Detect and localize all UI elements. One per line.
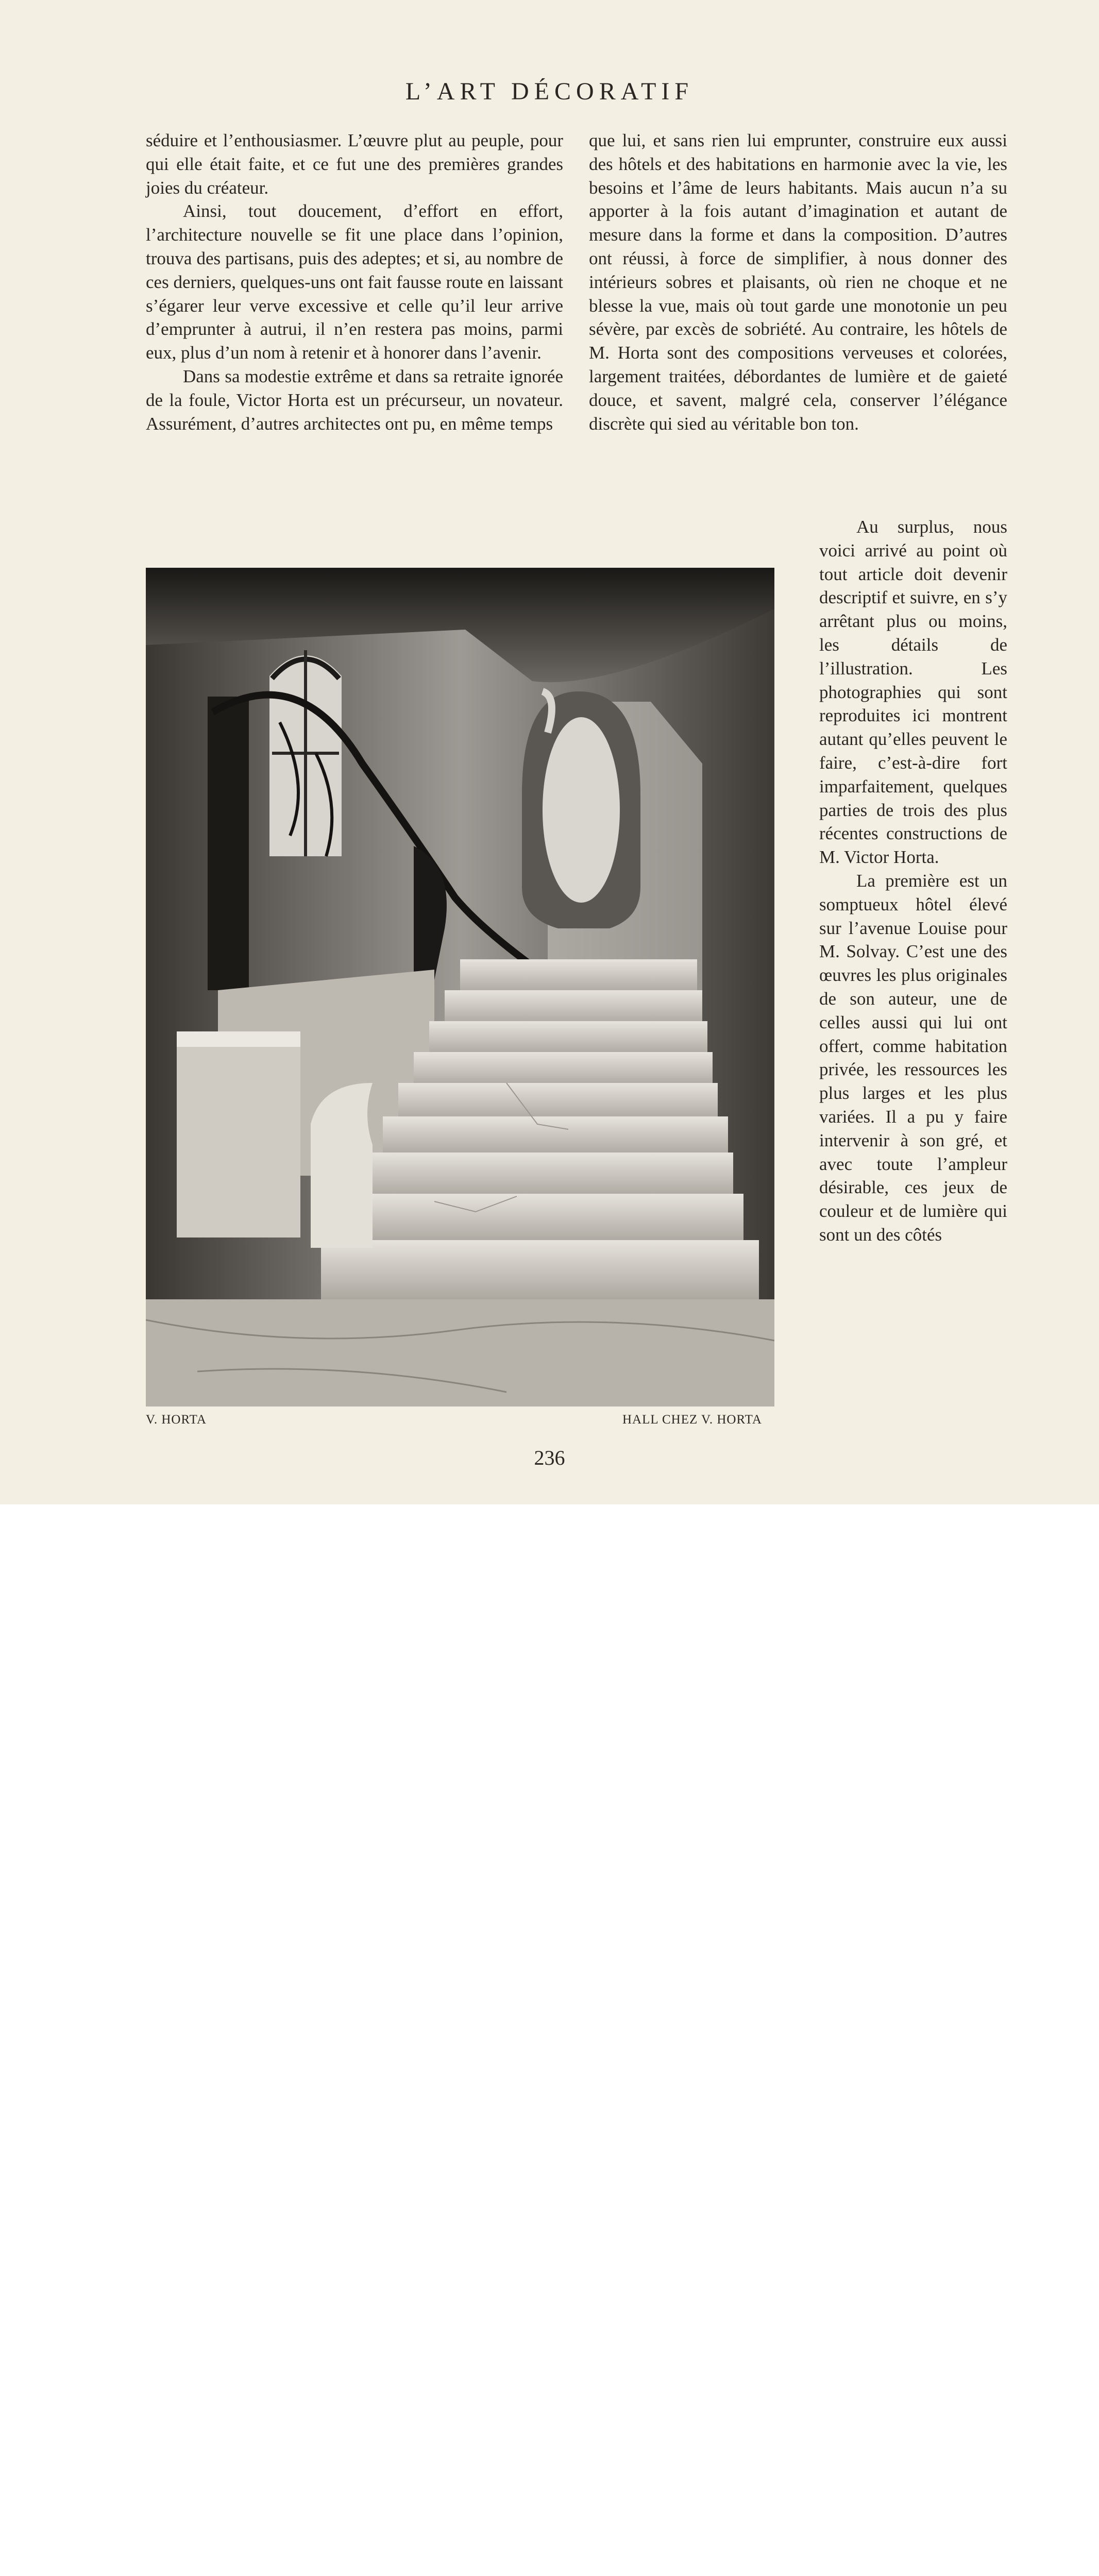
paragraph: Dans sa modestie extrême et dans sa retraite ignorée de la foule, Victor Horta est un précurseur, un novateur. Assurément, d’autres architectes ont pu, en même temps xyxy=(146,366,563,434)
page-number: 236 xyxy=(534,1446,565,1469)
paragraph: Au surplus, nous voici arrivé au point où tout article doit devenir descriptif et suivre, en s’y arrêtant plus ou moins, les détails de l’illustration. Les photographies qui sont reproduites ici montrent autant qu’elles peuvent le faire, c’est-à-dire fort imparfaitement, quelques parties de trois des plus récentes constructions de M. Victor Horta. xyxy=(819,517,1007,868)
paragraph: que lui, et sans rien lui emprunter, construire eux aussi des hôtels et des habitations en harmonie avec la vie, les besoins et l’âme de leurs habitants. Mais aucun n’a su apporter à la fois autant d’imagination et autant de mesure dans la forme et dans la composition. D’autres ont réussi, à force de simplifier, à nous donner des intérieurs sobres et plaisants, où rien ne choque et ne blesse la vue, mais où tout garde une monotonie un peu sévère, par excès de sobriété. Au contraire, les hôtels de M. Horta sont des compositions verveuses et colorées, largement traitées, débordantes de lumière et de gaieté douce, et savent, malgré cela, conserver l’élégance discrète qui sied au véritable bon ton. xyxy=(589,130,1007,434)
photo-credit: V. HORTA xyxy=(146,1413,207,1427)
text-column-narrow xyxy=(819,515,1007,1247)
paragraph: Ainsi, tout doucement, d’effort en effort, l’architecture nouvelle se fit une place dans l’opinion, trouva des partisans, puis des adeptes; et si, au nombre de ces derniers, quelques-uns ont fait fausse route en laissant s’égarer leur verve excessive et celle qu’il leur arrive d’emprunter à autrui, il n’en restera pas moins, parmi eux, plus d’un nom à retenir et à honorer dans l’avenir. xyxy=(146,201,563,363)
running-header: L’ART DÉCORATIF xyxy=(405,78,694,105)
staircase-hall-photograph xyxy=(146,568,774,1406)
photograph-illustration xyxy=(146,568,774,1406)
paragraph: La première est un somptueux hôtel élevé sur l’avenue Louise pour M. Solvay. C’est une des œuvres les plus originales de son auteur, une de celles aussi qui lui ont offert, comme habitation privée, les ressources les plus larges et les plus variées. Il a pu y faire intervenir à son gré, et avec toute l’ampleur désirable, ces jeux de couleur et de lumière qui sont un des côtés xyxy=(819,870,1007,1245)
paragraph: séduire et l’enthousiasmer. L’œuvre plut au peuple, pour qui elle était faite, et ce fut une des premières grandes joies du créateur. xyxy=(146,130,563,198)
text-column-left xyxy=(146,129,563,435)
digitization-footer xyxy=(0,1504,1099,1655)
text-column-right xyxy=(589,129,1007,435)
photo-caption: HALL CHEZ V. HORTA xyxy=(622,1413,762,1427)
